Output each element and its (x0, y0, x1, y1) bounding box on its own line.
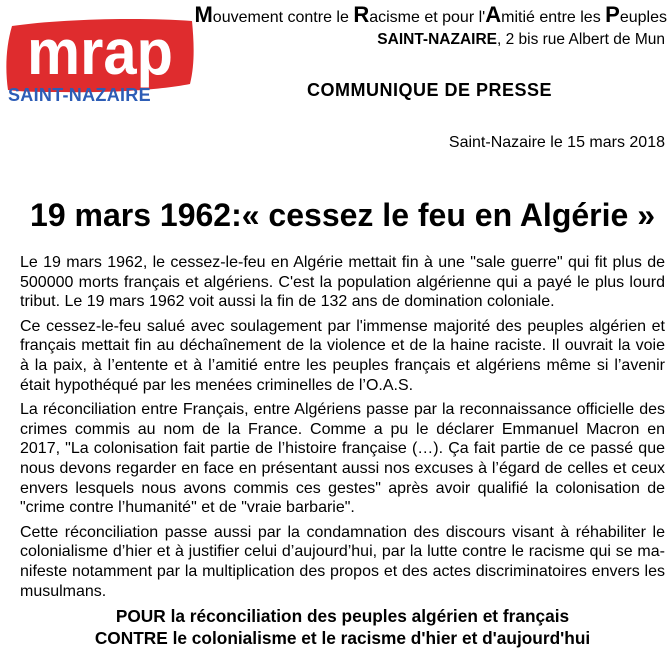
paragraph-line: envers lesquels nous avons commis ces gestes" après avoir qualifié la colonisation de (20, 479, 665, 497)
body-column (20, 253, 665, 649)
date-line: Saint-Nazaire le 15 mars 2018 (448, 134, 665, 151)
org-name-part-2: acisme et pour l' (369, 9, 486, 26)
paragraph-line: nifeste notamment par la multiplication des propos et des actes discriminatoires envers les (20, 562, 665, 580)
org-name-part-1: ouvement contre le (212, 9, 354, 26)
paragraph-line: tribut. Le 19 mars 1962 voit aussi la fin de 132 ans de domination coloniale. (20, 293, 555, 311)
paragraph-line: Cette réconciliation passe aussi par la condamnation des discours visant à réhabiliter le (20, 523, 665, 541)
paragraph-line: crimes commis au nom de la France. Comme a pu le déclarer Emmanuel Macron en (20, 420, 665, 438)
org-initial-a: A (485, 2, 502, 27)
organization-name (194, 3, 667, 30)
paragraph-line: français mettait fin au déchaînement de la violence et de la haine raciste. Il ouvrait la voie (20, 337, 665, 355)
press-release-title: 19 mars 1962:« cessez le feu en Algérie » (30, 197, 655, 233)
paragraph-3 (20, 400, 665, 518)
closing-slogan-pour: POUR la réconciliation des peuples algérien et français (115, 606, 570, 627)
paragraph-line: nous devons regarder en face en présentant aussi nos excuses à l’égard de celles et ceux (20, 459, 665, 477)
paragraph-1 (20, 253, 665, 312)
document-type: COMMUNIQUE DE PRESSE (307, 80, 553, 100)
closing-slogan-contre: CONTRE le colonialisme et le racisme d'hier et d'aujourd'hui (94, 627, 591, 648)
logo-wordmark: mrap (27, 16, 173, 88)
org-initial-m: M (194, 2, 213, 27)
paragraph-line: Le 19 mars 1962, le cessez-le-feu en Algérie mettait fin à une "sale guerre" qui fit plus de (20, 254, 665, 271)
paragraph-line: à la paix, à l’entente et à l’amitié entre les peuples français et algériens même si l’avenir (20, 356, 665, 374)
logo-city: SAINT-NAZAIRE (8, 85, 151, 105)
address-street: , 2 bis rue Albert de Mun (496, 31, 665, 48)
paragraph-2 (20, 317, 665, 395)
paragraph-line: colonialisme d’hier et à justifier celui d’aujourd’hui, par la lutte contre le racisme qui se ma- (20, 543, 665, 561)
org-initial-r: R (353, 2, 370, 27)
paragraph-line: 2017, "La colonisation fait partie de l’histoire française (…). Ça fait partie de ce passé que (20, 440, 665, 458)
paragraph-line: Ce cessez-le-feu salué avec soulagement par l'immense majorité des peuples algérien et (20, 317, 665, 335)
address (377, 31, 665, 49)
paragraph-line: musulmans. (20, 582, 107, 600)
org-name-part-3: mitié entre les (501, 9, 606, 26)
paragraph-line: "crime contre l’humanité" et de "vraie barbarie". (20, 499, 355, 517)
org-initial-p: P (605, 2, 620, 27)
address-city: SAINT-NAZAIRE (377, 31, 497, 48)
paragraph-line: était hypothéqué par les menées criminelles de l’O.A.S. (20, 376, 414, 394)
paragraph-line: 500000 morts français et algériens. C'est la population algérienne qui a payé le plus lourd (20, 273, 665, 291)
paragraph-line: La réconciliation entre Français, entre Algériens passe par la reconnaissance officielle des (20, 401, 665, 419)
org-name-part-4: euples (619, 9, 667, 26)
paragraph-4 (20, 523, 665, 601)
